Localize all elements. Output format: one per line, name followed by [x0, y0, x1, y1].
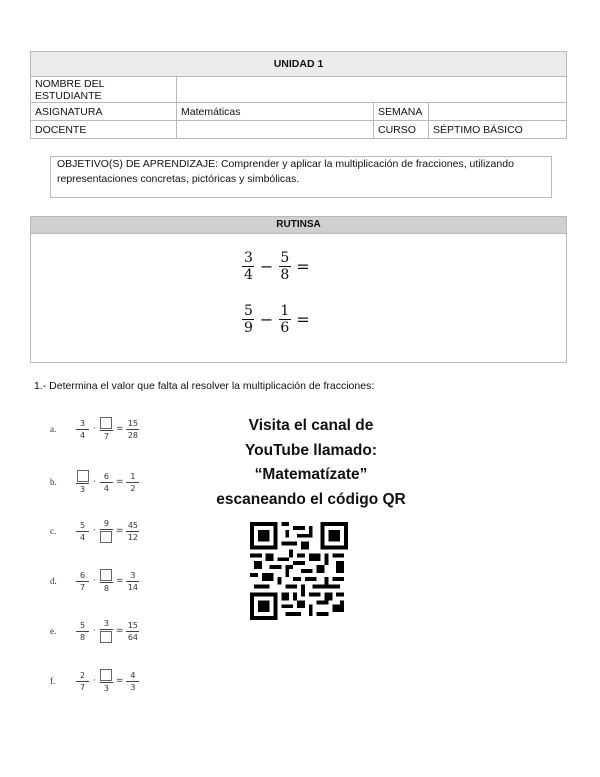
fraction	[100, 669, 113, 693]
fraction	[100, 619, 113, 643]
fraction: $\frac{5}{9}$	[244, 303, 253, 336]
exercise-item	[50, 417, 139, 441]
unit-title: UNIDAD 1	[31, 52, 567, 77]
fraction	[126, 472, 139, 493]
exercise-item	[50, 569, 139, 593]
numerator: 2	[79, 670, 86, 680]
routine-box	[30, 216, 567, 363]
fraction	[100, 569, 113, 593]
fraction	[100, 472, 113, 493]
student-field[interactable]	[177, 77, 567, 103]
promo-text	[196, 414, 426, 512]
routine-expression-2	[240, 303, 313, 336]
subject-label: ASIGNATURA	[31, 103, 177, 121]
fraction	[100, 519, 113, 543]
denominator: 4	[103, 483, 109, 493]
exercise-letter: b.	[50, 477, 57, 487]
exercise-letter: f.	[50, 676, 56, 686]
multiply-sign: ·	[93, 626, 96, 636]
fraction	[126, 419, 139, 440]
numerator: 3	[130, 570, 136, 580]
fraction	[100, 417, 113, 441]
fraction: $\frac{1}{6}$	[280, 303, 290, 336]
numerator: 15	[127, 620, 139, 630]
fraction	[76, 621, 89, 642]
fraction	[126, 671, 139, 692]
routine-title: RUTINSA	[31, 217, 566, 234]
subject-value: Matemáticas	[177, 103, 374, 121]
numerator: 4	[130, 670, 136, 680]
equals-sign: =	[115, 477, 124, 487]
fraction	[126, 521, 139, 542]
multiply-sign: ·	[93, 576, 96, 586]
answer-box[interactable]	[100, 669, 112, 681]
denominator: 14	[127, 582, 139, 592]
answer-box[interactable]	[77, 470, 89, 482]
qr-code[interactable]	[250, 522, 348, 620]
equals-sign: =	[115, 576, 124, 586]
fraction	[76, 521, 89, 542]
course-value: SÉPTIMO BÁSICO	[429, 121, 567, 139]
student-label: NOMBRE DEL ESTUDIANTE	[31, 77, 177, 103]
header-table	[30, 51, 567, 139]
multiply-sign: ·	[93, 424, 96, 434]
exercise-letter: a.	[50, 424, 57, 434]
promo-line: Visita el canal de	[248, 417, 374, 434]
exercise-item	[50, 669, 139, 693]
multiply-sign: ·	[93, 477, 96, 487]
exercise-item	[50, 619, 139, 643]
fraction: $\frac{5}{8}$	[280, 250, 290, 283]
answer-box[interactable]	[100, 417, 112, 429]
exercise-letter: d.	[50, 576, 57, 586]
minus-sign: −	[259, 310, 274, 329]
equals-sign: =	[115, 526, 124, 536]
multiply-sign: ·	[93, 676, 96, 686]
denominator: 28	[127, 430, 139, 440]
numerator: 6	[79, 570, 86, 580]
denominator: 12	[127, 532, 139, 542]
teacher-label: DOCENTE	[31, 121, 177, 139]
fraction	[76, 671, 89, 692]
exercise-item	[50, 519, 139, 543]
numerator: 1	[130, 471, 136, 481]
denominator: 4	[79, 430, 86, 440]
denominator: 3	[79, 485, 86, 494]
denominator: 4	[79, 532, 86, 542]
denominator: 7	[79, 682, 86, 692]
equals-sign: =	[115, 626, 124, 636]
answer-box[interactable]	[100, 631, 112, 643]
course-label: CURSO	[374, 121, 429, 139]
denominator: 7	[103, 432, 109, 441]
fraction: $\frac{3}{4}$	[244, 250, 253, 283]
denominator: 3	[103, 684, 109, 693]
denominator: 8	[103, 584, 109, 593]
equals-sign: =	[115, 676, 124, 686]
numerator: 6	[103, 471, 109, 481]
learning-objective: OBJETIVO(S) DE APRENDIZAJE: Comprender y aplicar la multiplicación de fracciones, utilizando representaciones concretas, pictóricas y simbólicas.	[50, 156, 552, 198]
routine-expression-1	[240, 250, 313, 283]
denominator: 3	[130, 682, 136, 692]
week-field[interactable]	[429, 103, 567, 121]
exercise-item	[50, 470, 139, 494]
numerator: 9	[103, 519, 109, 528]
denominator: 64	[127, 632, 139, 642]
denominator: 7	[79, 582, 86, 592]
week-label: SEMANA	[374, 103, 429, 121]
multiply-sign: ·	[93, 526, 96, 536]
promo-line: YouTube llamado:	[244, 441, 378, 459]
equals-sign: =	[296, 310, 310, 329]
promo-line: “Matematízate”	[254, 466, 368, 483]
fraction	[76, 571, 89, 592]
exercise-letter: c.	[50, 526, 57, 536]
equals-sign: =	[115, 424, 124, 434]
fraction	[76, 419, 89, 440]
teacher-field[interactable]	[177, 121, 374, 139]
denominator: 8	[79, 632, 86, 642]
exercise-letter: e.	[50, 626, 57, 636]
fraction	[126, 571, 139, 592]
numerator: 3	[103, 619, 109, 628]
answer-box[interactable]	[100, 569, 112, 581]
numerator: 5	[79, 520, 86, 530]
numerator: 5	[79, 620, 86, 630]
denominator: 2	[130, 483, 136, 493]
question-text: 1.- Determina el valor que falta al resolver la multiplicación de fracciones:	[34, 380, 375, 392]
promo-line: escaneando el código QR	[216, 490, 406, 508]
fraction	[76, 470, 89, 494]
numerator: 3	[79, 418, 86, 428]
numerator: 15	[127, 418, 139, 428]
fraction	[126, 621, 139, 642]
numerator: 45	[127, 520, 139, 530]
answer-box[interactable]	[100, 531, 112, 543]
minus-sign: −	[259, 257, 274, 276]
equals-sign: =	[296, 257, 310, 276]
